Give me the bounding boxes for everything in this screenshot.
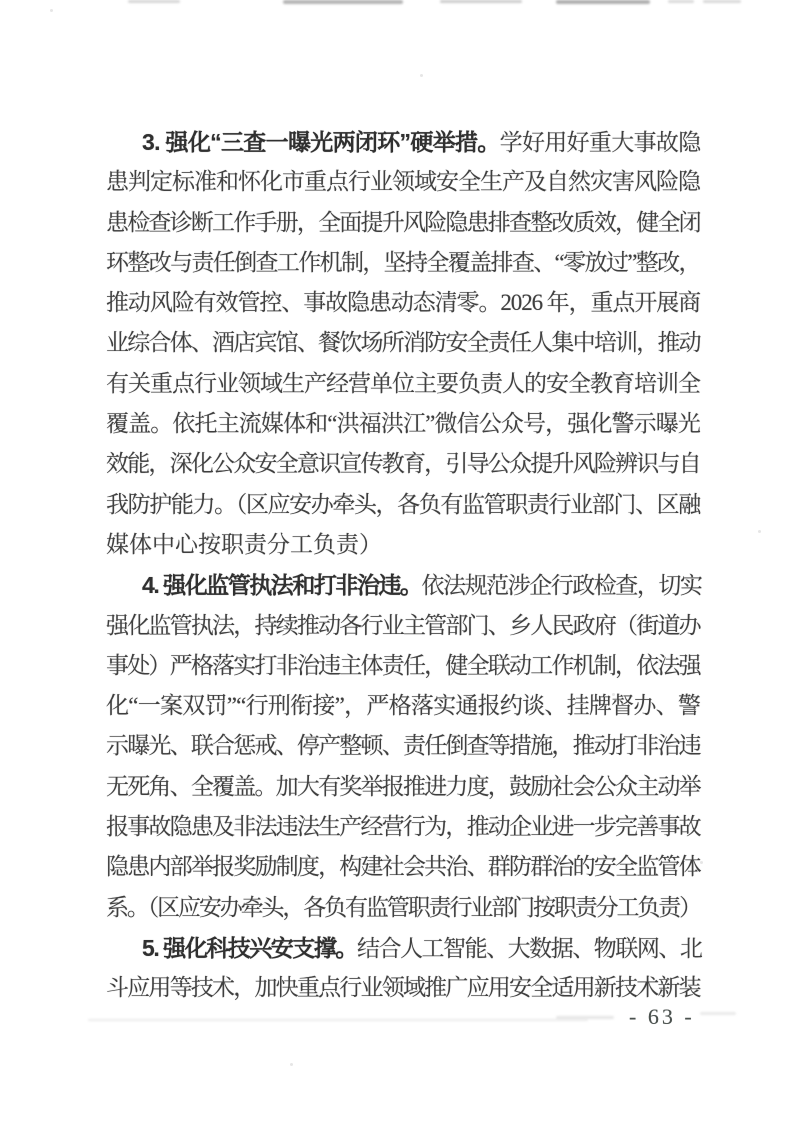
item-heading: 5. 强化科技兴安支撑。 <box>142 934 357 961</box>
text-segment: 化“一案双罚”“行刑衔接”，严格落实通报约谈、挂牌督办、警 <box>106 693 701 719</box>
text-segment: 媒体中心按职责分工负责） <box>106 531 382 557</box>
scan-artifact <box>556 0 650 4</box>
text-line <box>106 444 700 484</box>
item-heading: 3. 强化“三查一曝光两闭环”硬举措。 <box>142 129 500 155</box>
scan-artifact <box>700 1012 736 1015</box>
text-segment: 我防护能力。（区应安办牵头，各负有监管职责行业部门、区融 <box>106 491 700 517</box>
text-line <box>106 283 700 323</box>
paragraph-indent <box>106 592 142 593</box>
text-line <box>106 807 700 847</box>
scan-speck <box>758 530 761 533</box>
text-line <box>106 968 700 1008</box>
text-segment: 推动风险有效管控、事故隐患动态清零。2026 年，重点开展商 <box>106 290 701 316</box>
text-segment: 患判定标准和怀化市重点行业领域安全生产及自然灾害风险隐 <box>106 169 700 195</box>
text-line <box>106 847 700 887</box>
scan-speck <box>50 9 53 12</box>
scan-speck <box>420 74 423 77</box>
scan-artifact <box>440 0 522 3</box>
paragraph-indent <box>106 149 142 150</box>
text-segment: 隐患内部举报奖励制度，构建社会共治、群防群治的安全监管体 <box>106 854 700 880</box>
scan-artifact <box>703 0 741 3</box>
text-segment: 患检查诊断工作手册，全面提升风险隐患排查整改质效，健全闭 <box>106 209 700 235</box>
paragraph-indent <box>106 955 142 956</box>
text-line <box>106 364 700 404</box>
text-segment: 效能，深化公众安全意识宣传教育，引导公众提升风险辨识与自 <box>106 451 700 477</box>
text-line <box>106 525 700 565</box>
text-segment: 结合人工智能、大数据、物联网、北 <box>356 935 702 961</box>
text-line <box>106 606 700 646</box>
text-segment: 斗应用等技术，加快重点行业领域推广应用安全适用新技术新装 <box>106 975 700 1001</box>
text-segment: 覆盖。依托主流媒体和“洪福洪江”微信公众号，强化警示曝光 <box>106 411 701 437</box>
scan-artifact <box>668 0 694 3</box>
text-line <box>106 485 700 525</box>
text-line <box>106 928 700 968</box>
text-segment: 事处）严格落实打非治违主体责任，健全联动工作机制，依法强 <box>106 652 700 678</box>
text-line <box>106 162 700 202</box>
text-segment: 环整改与责任倒查工作机制，坚持全覆盖排查、“零放过”整改， <box>106 249 700 275</box>
text-line <box>106 404 700 444</box>
text-line <box>106 888 700 928</box>
text-segment: 有关重点行业领域生产经营单位主要负责人的安全教育培训全 <box>106 370 700 396</box>
scan-speck <box>290 1063 293 1066</box>
text-segment: 系。（区应安办牵头，各负有监管职责行业部门按职责分工负责） <box>106 894 701 920</box>
text-line <box>106 243 700 283</box>
text-segment: 示曝光、联合惩戒、停产整顿、责任倒查等措施，推动打非治违 <box>106 733 700 759</box>
text-line <box>106 726 700 766</box>
text-line <box>106 122 700 162</box>
text-segment: 业综合体、酒店宾馆、餐饮场所消防安全责任人集中培训，推动 <box>106 330 700 356</box>
document-body <box>106 122 700 1009</box>
text-line <box>106 323 700 363</box>
item-heading: 4. 强化监管执法和打非治违。 <box>142 572 422 599</box>
text-segment: 无死角、全覆盖。加大有奖举报推进力度，鼓励社会公众主动举 <box>106 773 700 799</box>
text-segment: 学好用好重大事故隐 <box>499 130 701 155</box>
scan-artifact <box>556 1016 614 1019</box>
text-segment: 报事故隐患及非法违法生产经营行为，推动企业进一步完善事故 <box>106 814 700 840</box>
scan-artifact <box>283 0 403 4</box>
page-number: - 63 - <box>629 1004 695 1029</box>
scan-speck <box>700 861 703 864</box>
text-line <box>106 203 700 243</box>
text-line <box>106 646 700 686</box>
text-line <box>106 686 700 726</box>
text-segment: 强化监管执法，持续推动各行业主管部门、乡人民政府（街道办 <box>106 612 700 638</box>
text-line <box>106 767 700 807</box>
scan-artifact <box>128 0 180 3</box>
scan-artifact-streak <box>88 1019 588 1021</box>
text-segment: 依法规范涉企行政检查，切实 <box>421 573 702 599</box>
text-line <box>106 565 700 605</box>
